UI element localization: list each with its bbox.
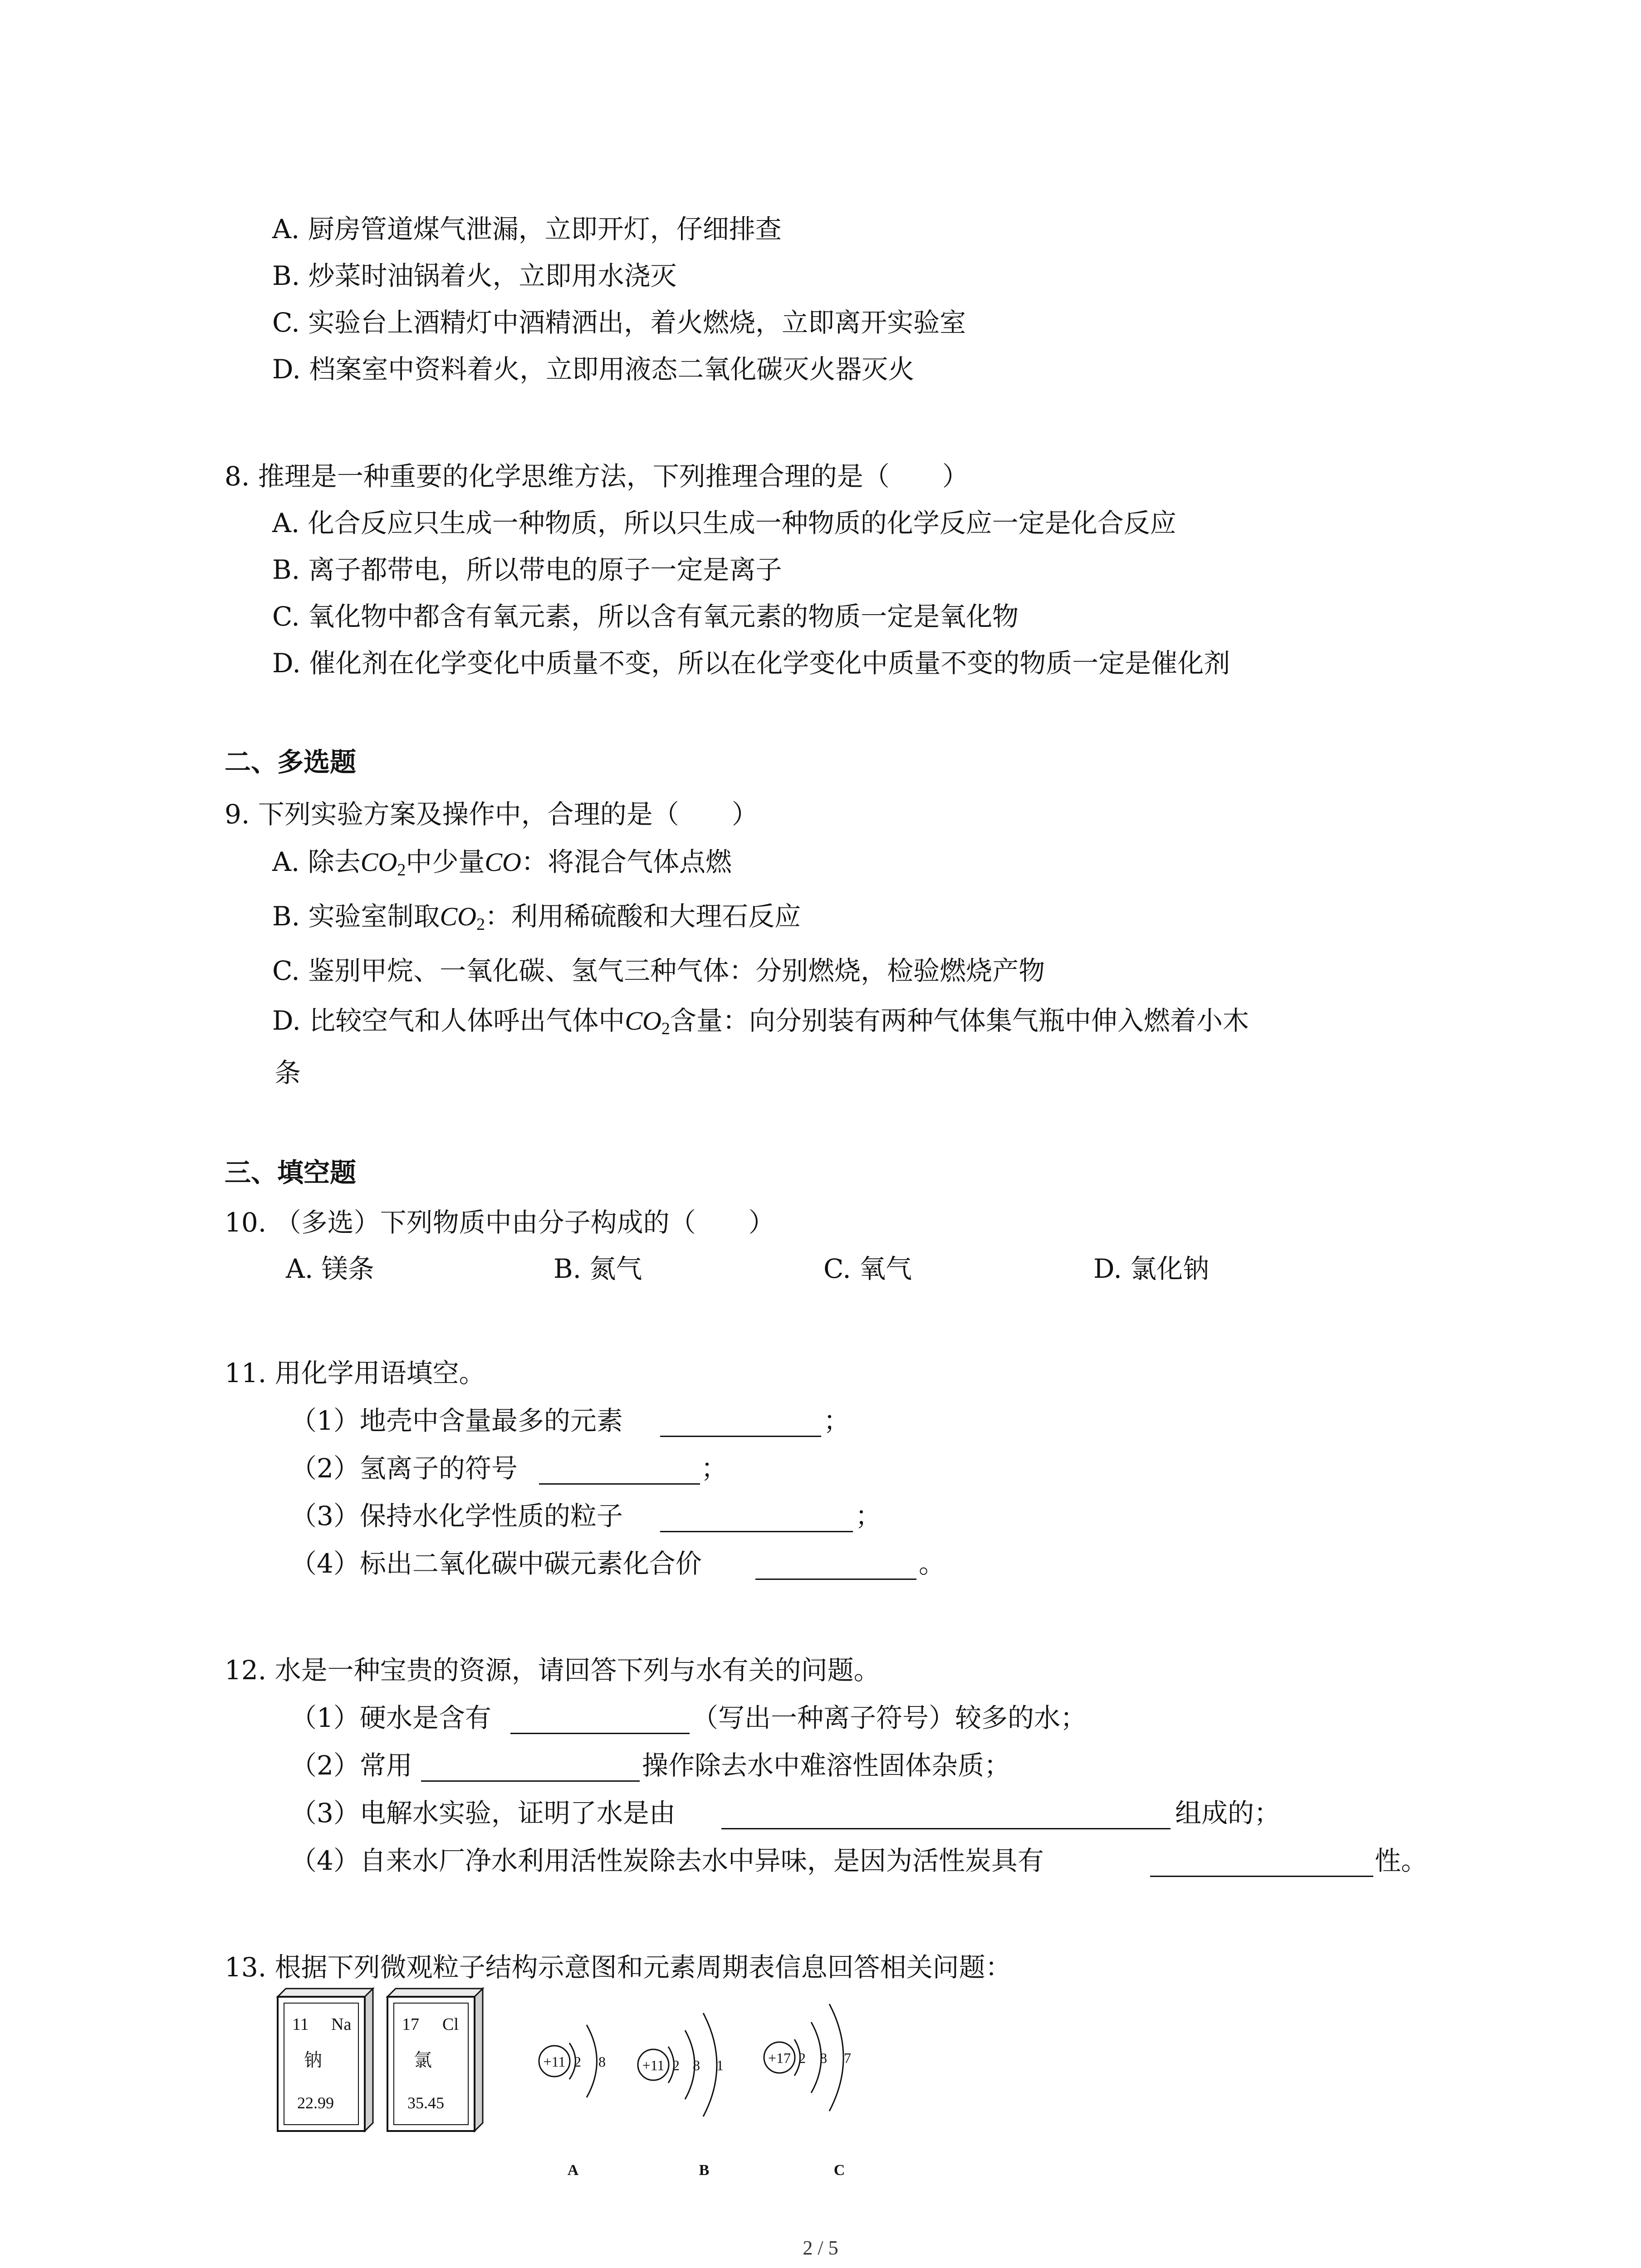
shell-electrons: 2 [574, 2053, 581, 2070]
tile-atomic-mass: 22.99 [297, 2094, 334, 2112]
q12-item-2-post: 操作除去水中难溶性固体杂质； [642, 1750, 1011, 1781]
q9-option-b: B. 实验室制取$CO_2$：利用稀硫酸和大理石反应 [272, 901, 801, 934]
shell-electrons: 7 [844, 2050, 851, 2066]
tile-atomic-number: 11 [292, 2015, 309, 2034]
answer-blank[interactable] [660, 1531, 853, 1532]
section-title-multi-choice: 二、多选题 [225, 747, 357, 777]
q7-option-d: D. 档案室中资料着火，立即用液态二氧化碳灭火器灭火 [272, 354, 915, 385]
shell-electrons: 1 [716, 2057, 724, 2073]
nucleus-charge: +11 [642, 2057, 665, 2073]
atom-structure-b [638, 2013, 724, 2177]
q12-item-1-pre: （1）硬水是含有 [290, 1702, 491, 1733]
q9-option-a: A. 除去$CO_2$中少量CO：将混合气体点燃 [272, 846, 732, 880]
page-number: 2 / 5 [803, 2237, 838, 2259]
q10-option-a: A. 镁条 [286, 1253, 374, 1284]
q12-item-1-post: （写出一种离子符号）较多的水； [692, 1702, 1087, 1733]
tile-symbol: Cl [442, 2015, 459, 2034]
formula-co: CO [485, 847, 521, 877]
formula-co2: $CO_2$ [440, 902, 485, 934]
answer-blank[interactable] [510, 1733, 690, 1734]
nucleus-charge: +11 [543, 2053, 566, 2070]
q11-item-3-end: ； [855, 1501, 882, 1531]
q11-item-4-end: 。 [919, 1548, 945, 1579]
figure-label: A [567, 2162, 579, 2177]
shell-electrons: 2 [672, 2057, 680, 2073]
shell-electrons: 8 [693, 2057, 700, 2073]
tile-atomic-mass: 35.45 [407, 2094, 444, 2112]
section-title-fill-in: 三、填空题 [225, 1157, 357, 1188]
atom-structure-c [764, 2004, 851, 2177]
figure-label: B [699, 2162, 710, 2177]
figure-label: C [833, 2162, 845, 2177]
q12-item-2-pre: （2）常用 [290, 1750, 412, 1781]
q12-item-4-pre: （4）自来水厂净水利用活性炭除去水中异味，是因为活性炭具有 [290, 1845, 1044, 1876]
shell-electrons: 8 [820, 2050, 827, 2066]
q12-item-3-post: 组成的； [1175, 1798, 1281, 1828]
q11-item-2-end: ； [701, 1453, 728, 1484]
q8-option-a: A. 化合反应只生成一种物质，所以只生成一种物质的化学反应一定是化合反应 [272, 508, 1176, 538]
q13-stem: 13. 根据下列微观粒子结构示意图和元素周期表信息回答相关问题： [225, 1952, 1012, 1983]
nucleus-charge: +17 [768, 2050, 791, 2066]
answer-blank[interactable] [755, 1579, 916, 1580]
answer-blank[interactable] [539, 1483, 700, 1485]
tile-element-name: 钠 [304, 2050, 322, 2070]
tile-element-name: 氯 [414, 2050, 432, 2070]
periodic-tile-sodium [278, 1989, 373, 2131]
formula-co2: $CO_2$ [625, 1006, 670, 1038]
q12-item-4-post: 性。 [1375, 1845, 1428, 1876]
q9-option-d-wrap: 条 [274, 1057, 301, 1088]
q12-item-3-pre: （3）电解水实验，证明了水是由 [290, 1798, 676, 1828]
atom-structure-a [539, 2025, 606, 2177]
shell-electrons: 2 [798, 2050, 806, 2066]
q9-option-d: D. 比较空气和人体呼出气体中$CO_2$含量：向分别装有两种气体集气瓶中伸入燃着小木 [272, 1005, 1249, 1038]
periodic-tile-chlorine [387, 1989, 483, 2131]
q8-option-d: D. 催化剂在化学变化中质量不变，所以在化学变化中质量不变的物质一定是催化剂 [272, 648, 1230, 679]
q11-item-4-text: （4）标出二氧化碳中碳元素化合价 [290, 1548, 702, 1579]
q12-stem: 12. 水是一种宝贵的资源，请回答下列与水有关的问题。 [225, 1655, 880, 1686]
tile-symbol: Na [331, 2015, 352, 2034]
q11-item-2-text: （2）氢离子的符号 [290, 1453, 518, 1484]
q10-option-c: C. 氧气 [823, 1253, 912, 1284]
q8-option-b: B. 离子都带电，所以带电的原子一定是离子 [272, 554, 782, 585]
q7-option-a: A. 厨房管道煤气泄漏，立即开灯，仔细排查 [272, 214, 782, 244]
answer-blank[interactable] [660, 1436, 821, 1437]
q9-option-c: C. 鉴别甲烷、一氧化碳、氢气三种气体：分别燃烧，检验燃烧产物 [272, 955, 1045, 986]
q8-stem: 8. 推理是一种重要的化学思维方法，下列推理合理的是（ ） [225, 461, 969, 492]
q10-stem: 10. （多选）下列物质中由分子构成的（ ） [225, 1207, 775, 1238]
shell-electrons: 8 [598, 2053, 606, 2070]
q11-item-1-end: ； [823, 1405, 850, 1436]
q7-option-b: B. 炒菜时油锅着火，立即用水浇灭 [272, 260, 677, 291]
q10-option-d: D. 氯化钠 [1093, 1253, 1210, 1284]
q11-item-3-text: （3）保持水化学性质的粒子 [290, 1501, 623, 1531]
answer-blank[interactable] [1150, 1876, 1373, 1877]
atomic-structure-figure [272, 1987, 930, 2177]
answer-blank[interactable] [721, 1828, 1171, 1829]
formula-co2: $CO_2$ [360, 847, 406, 880]
q9-stem: 9. 下列实验方案及操作中，合理的是（ ） [225, 799, 758, 830]
q7-option-c: C. 实验台上酒精灯中酒精洒出，着火燃烧，立即离开实验室 [272, 307, 966, 338]
answer-blank[interactable] [421, 1780, 640, 1782]
q10-option-b: B. 氮气 [554, 1253, 642, 1284]
tile-atomic-number: 17 [402, 2015, 419, 2034]
q8-option-c: C. 氧化物中都含有氧元素，所以含有氧元素的物质一定是氧化物 [272, 601, 1019, 632]
q11-item-1-text: （1）地壳中含量最多的元素 [290, 1405, 623, 1436]
q11-stem: 11. 用化学用语填空。 [225, 1358, 485, 1388]
